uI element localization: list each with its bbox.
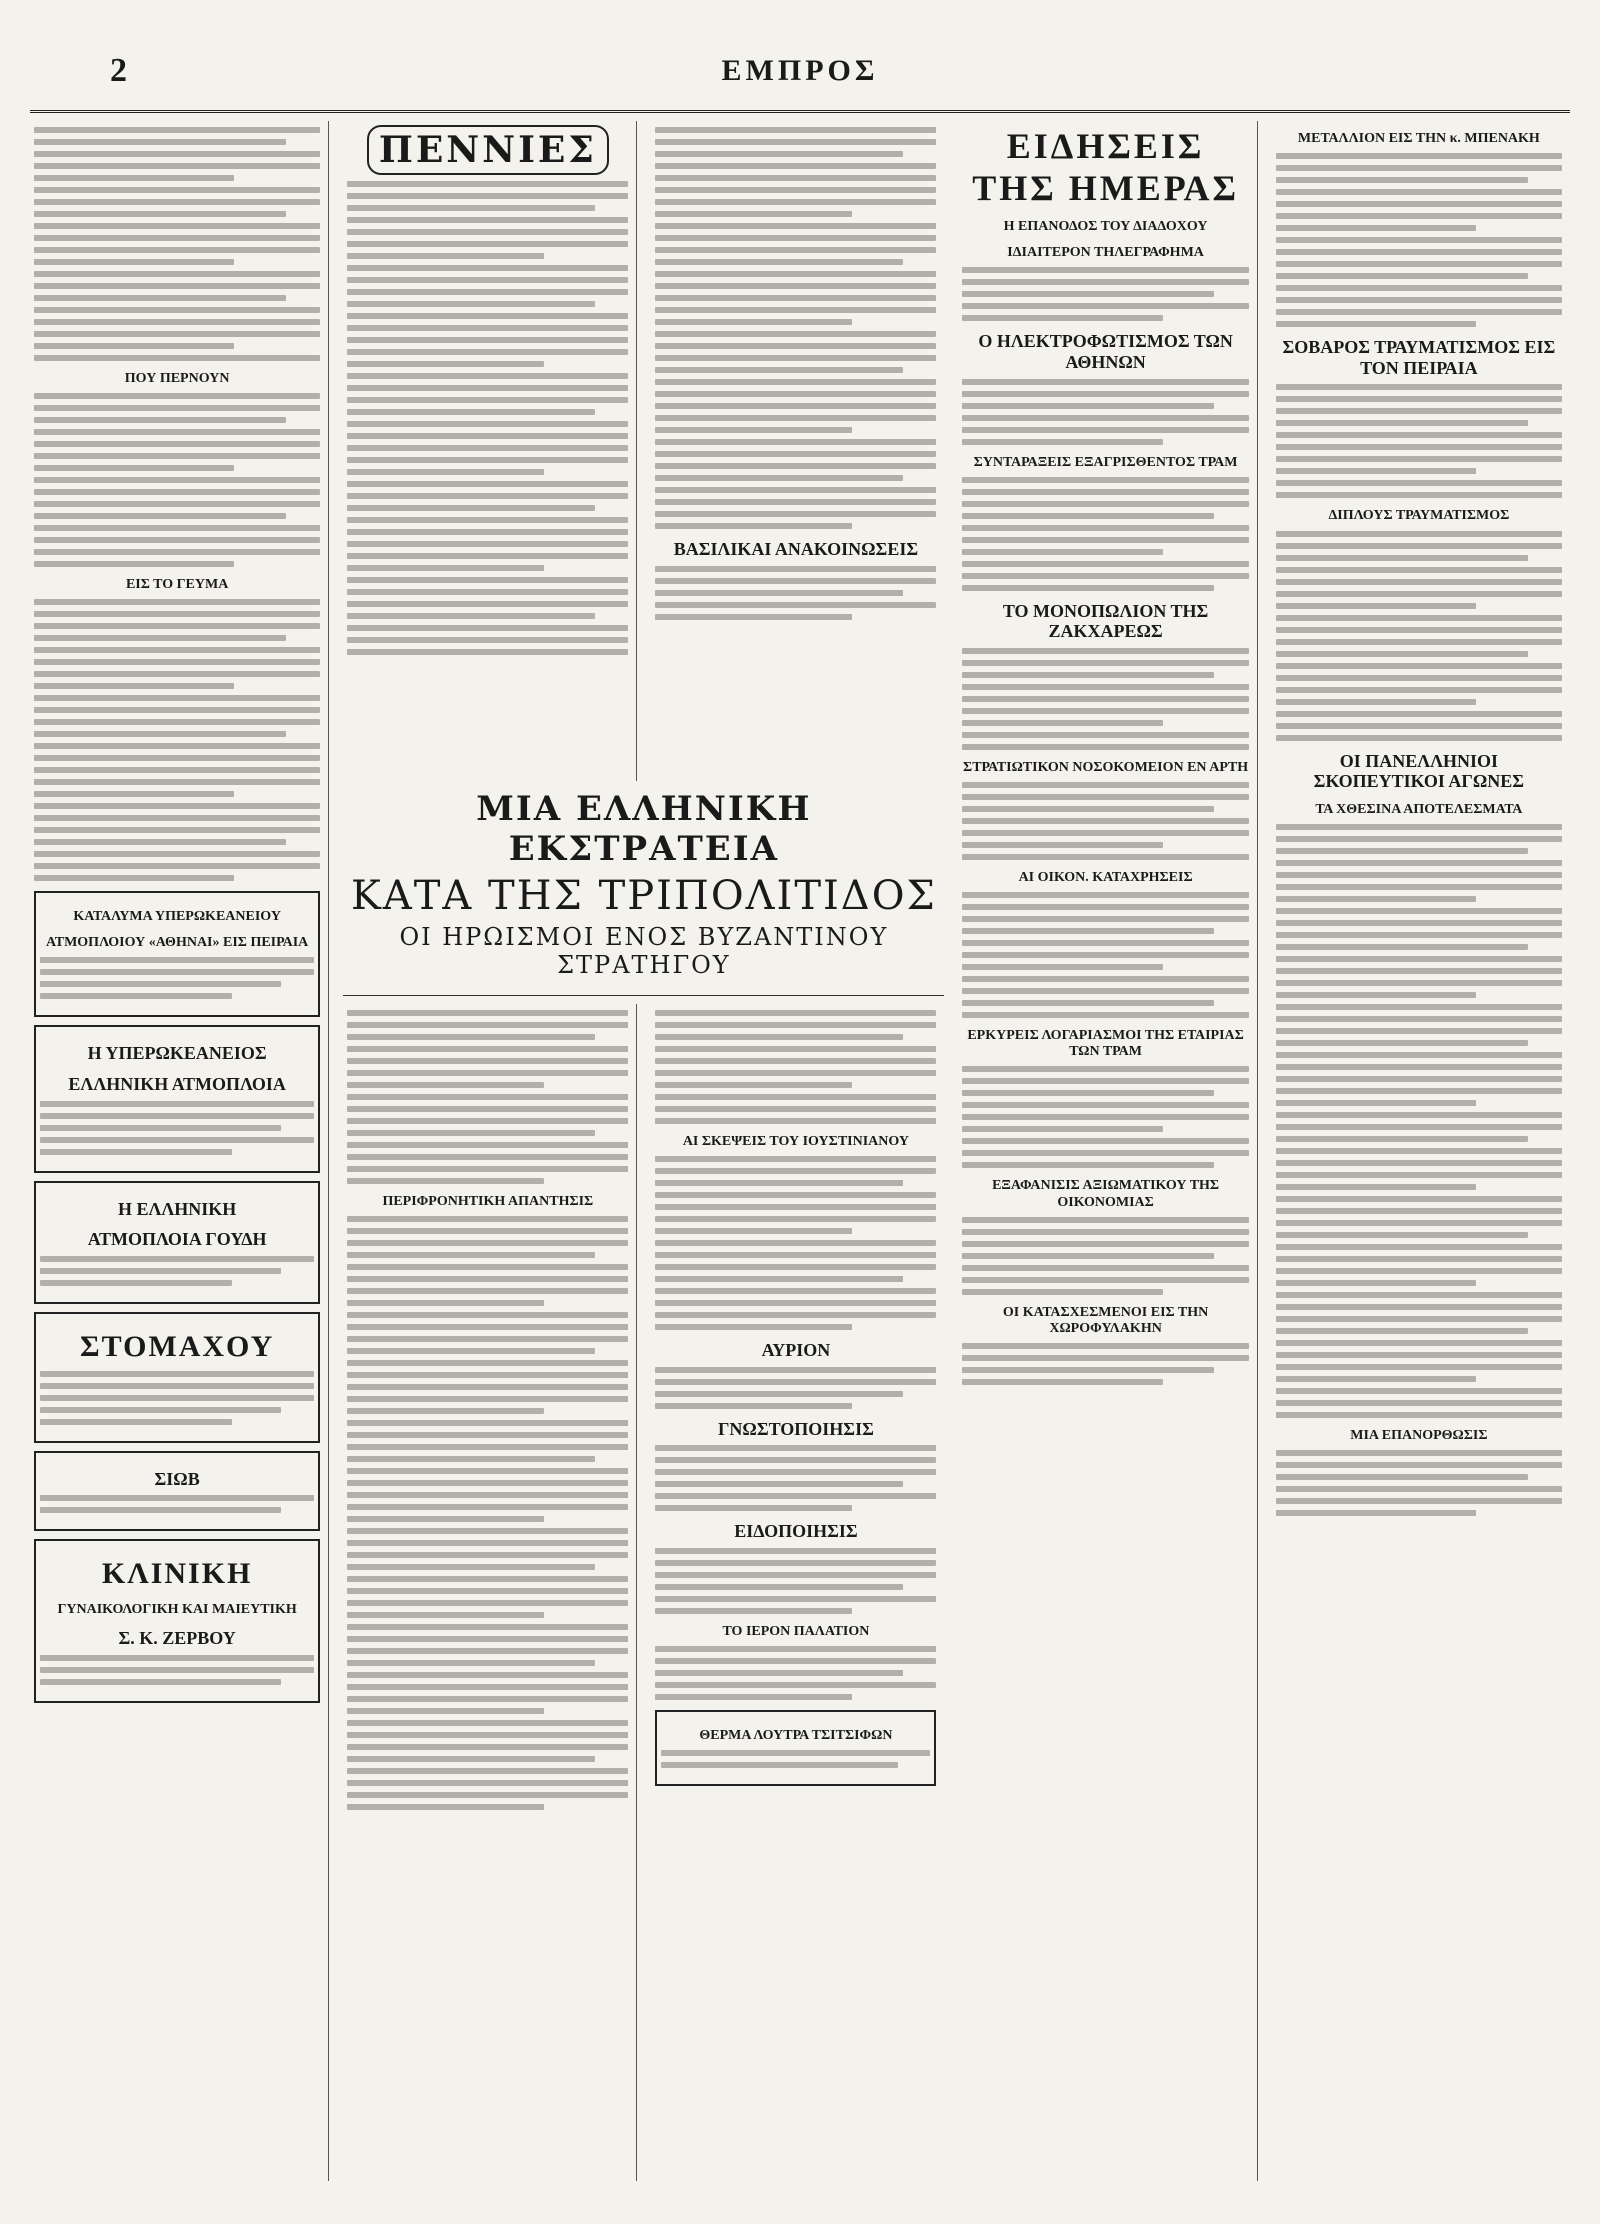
column-3-top: [651, 121, 944, 781]
column-5: [1272, 121, 1570, 2181]
pennies-title: ΠΕΝΝΙΕΣ: [367, 125, 609, 175]
ad-yperokeaneios: Η ΥΠΕΡΩΚΕΑΝΕΙΟΣ ΕΛΛΗΝΙΚΗ ΑΤΜΟΠΛΟΙΑ: [34, 1025, 320, 1172]
heading-exafanisis: ΕΞΑΦΑΝΙΣΙΣ ΑΞΙΩΜΑΤΙΚΟΥ ΤΗΣ ΟΙΚΟΝΟΜΙΑΣ: [992, 1178, 1220, 1210]
heading-travmatismos: ΣΟΒΑΡΟΣ ΤΡΑΥΜΑΤΙΣΜΟΣ ΕΙΣ ΤΟΝ ΠΕΙΡΑΙΑ: [1282, 337, 1556, 378]
banner-line-2: ΚΑΤΑ ΤΗΣ ΤΡΙΠΟΛΙΤΙΔΟΣ: [350, 873, 937, 919]
ad-siob: ΣΙΩΒ: [34, 1451, 320, 1532]
column-4: [958, 121, 1257, 2181]
heading-ieron-palation: ΤΟ ΙΕΡΟΝ ΠΑΛΑΤΙΟΝ: [722, 1624, 870, 1640]
heading-pou-pernoun: ΠΟΥ ΠΕΡΝΟΥΝ: [124, 371, 230, 386]
article-body: [34, 127, 320, 361]
heading-diplous: ΔΙΠΛΟΥΣ ΤΡΑΥΜΑΤΙΣΜΟΣ: [1328, 508, 1510, 524]
column-1: [30, 121, 329, 2181]
newspaper-page: [30, 20, 1570, 2180]
heading-xthesina: ΤΑ ΧΘΕΣΙΝΑ ΑΠΟΤΕΛΕΣΜΑΤΑ: [1315, 801, 1523, 817]
column-3-bottom: [651, 1004, 944, 2181]
masthead: [30, 20, 1570, 113]
heading-epanorthosis: ΜΙΑ ΕΠΑΝΟΡΘΩΣΙΣ: [1350, 1428, 1488, 1444]
heading-eidopoiisis: ΕΙΔΟΠΟΙΗΣΙΣ: [734, 1521, 858, 1542]
column-2-bottom: [343, 1004, 637, 2181]
banner-line-1: ΜΙΑ ΕΛΛΗΝΙΚΗ ΕΚΣΤΡΑΤΕΙΑ: [476, 789, 812, 869]
ad-kataluma: ΚΑΤΑΛΥΜΑ ΥΠΕΡΩΚΕΑΝΕΙΟΥ ΑΤΜΟΠΛΟΙΟΥ «ΑΘΗΝΑΙ» ΕΙΣ ΠΕΙΡΑΙΑ: [34, 891, 320, 1017]
heading-eis-to-geuma: ΕΙΣ ΤΟ ΓΕΥΜΑ: [125, 577, 229, 593]
heading-nosokomeion: ΣΤΡΑΤΙΩΤΙΚΟΝ ΝΟΣΟΚΟΜΕΙΟΝ ΕΝ ΑΡΤΗ: [963, 760, 1249, 776]
ad-loutra: ΘΕΡΜΑ ΛΟΥΤΡΑ ΤΣΙΤΣΙΦΩΝ: [655, 1710, 936, 1786]
ad-stomachou: ΣΤΟΜΑΧΟΥ: [34, 1312, 320, 1443]
heading-vasilikai: ΒΑΣΙΛΙΚΑΙ ΑΝΑΚΟΙΝΩΣΕΙΣ: [673, 539, 919, 559]
heading-periphronitiki: ΠΕΡΙΦΡΟΝΗΤΙΚΗ ΑΠΑΝΤΗΣΙΣ: [382, 1194, 594, 1209]
heading-oikon: ΑΙ ΟΙΚΟΝ. ΚΑΤΑΧΡΗΣΕΙΣ: [1018, 870, 1193, 886]
heading-tram: ΣΥΝΤΑΡΑΞΕΙΣ ΕΞΑΓΡΙΣΘΕΝΤΟΣ ΤΡΑΜ: [973, 454, 1238, 470]
heading-panellinioi: ΟΙ ΠΑΝΕΛΛΗΝΙΟΙ ΣΚΟΠΕΥΤΙΚΟΙ ΑΓΩΝΕΣ: [1313, 750, 1525, 792]
newspaper-title: ΕΜΠΡΟΣ: [721, 54, 879, 87]
center-banner: [343, 789, 944, 979]
page-number: 2: [110, 52, 127, 89]
ad-kliniki: ΚΛΙΝΙΚΗ ΓΥΝΑΙΚΟΛΟΓΙΚΗ ΚΑΙ ΜΑΙΕΥΤΙΚΗ Σ. Κ. ΖΕΡΒΟΥ: [34, 1539, 320, 1702]
news-of-the-day-title: ΕΙΔΗΣΕΙΣ ΤΗΣ ΗΜΕΡΑΣ: [972, 126, 1239, 208]
heading-idiaiteron: ΙΔΙΑΙΤΕΡΟΝ ΤΗΛΕΓΡΑΦΗΜΑ: [1007, 245, 1204, 261]
heading-eleg: ΕΡΚΥΡΕΙΣ ΛΟΓΑΡΙΑΣΜΟΙ ΤΗΣ ΕΤΑΙΡΙΑΣ ΤΩΝ ΤΡΑΜ: [967, 1028, 1244, 1060]
heading-monopolion: ΤΟ ΜΟΝΟΠΩΛΙΟΝ ΤΗΣ ΖΑΚΧΑΡΕΩΣ: [1002, 600, 1209, 642]
heading-gnostopoiisis: ΓΝΩΣΤΟΠΟΙΗΣΙΣ: [717, 1418, 874, 1439]
center-block: [343, 121, 944, 2181]
heading-epanodos: Η ΕΠΑΝΟΔΟΣ ΤΟΥ ΔΙΑΔΟΧΟΥ: [1003, 219, 1208, 234]
heading-aurion: ΑΥΡΙΟΝ: [761, 1340, 831, 1361]
heading-metallion: ΜΕΤΑΛΛΙΟΝ ΕΙΣ ΤΗΝ κ. ΜΠΕΝΑΚΗ: [1297, 131, 1540, 146]
ad-goudi: Η ΕΛΛΗΝΙΚΗ ΑΤΜΟΠΛΟΙΑ ΓΟΥΔΗ: [34, 1181, 320, 1304]
heading-skepseis: ΑΙ ΣΚΕΨΕΙΣ ΤΟΥ ΙΟΥΣΤΙΝΙΑΝΟΥ: [682, 1134, 910, 1149]
columns: [30, 121, 1570, 2181]
column-2-top: [343, 121, 637, 781]
heading-ilektrofotismos: Ο ΗΛΕΚΤΡΟΦΩΤΙΣΜΟΣ ΤΩΝ ΑΘΗΝΩΝ: [978, 331, 1233, 372]
heading-katasxesmenoi: ΟΙ ΚΑΤΑΣΧΕΣΜΕΝΟΙ ΕΙΣ ΤΗΝ ΧΩΡΟΦΥΛΑΚΗΝ: [1002, 1304, 1209, 1336]
banner-line-3: ΟΙ ΗΡΩΙΣΜΟΙ ΕΝΟΣ ΒΥΖΑΝΤΙΝΟΥ ΣΤΡΑΤΗΓΟΥ: [399, 923, 889, 979]
